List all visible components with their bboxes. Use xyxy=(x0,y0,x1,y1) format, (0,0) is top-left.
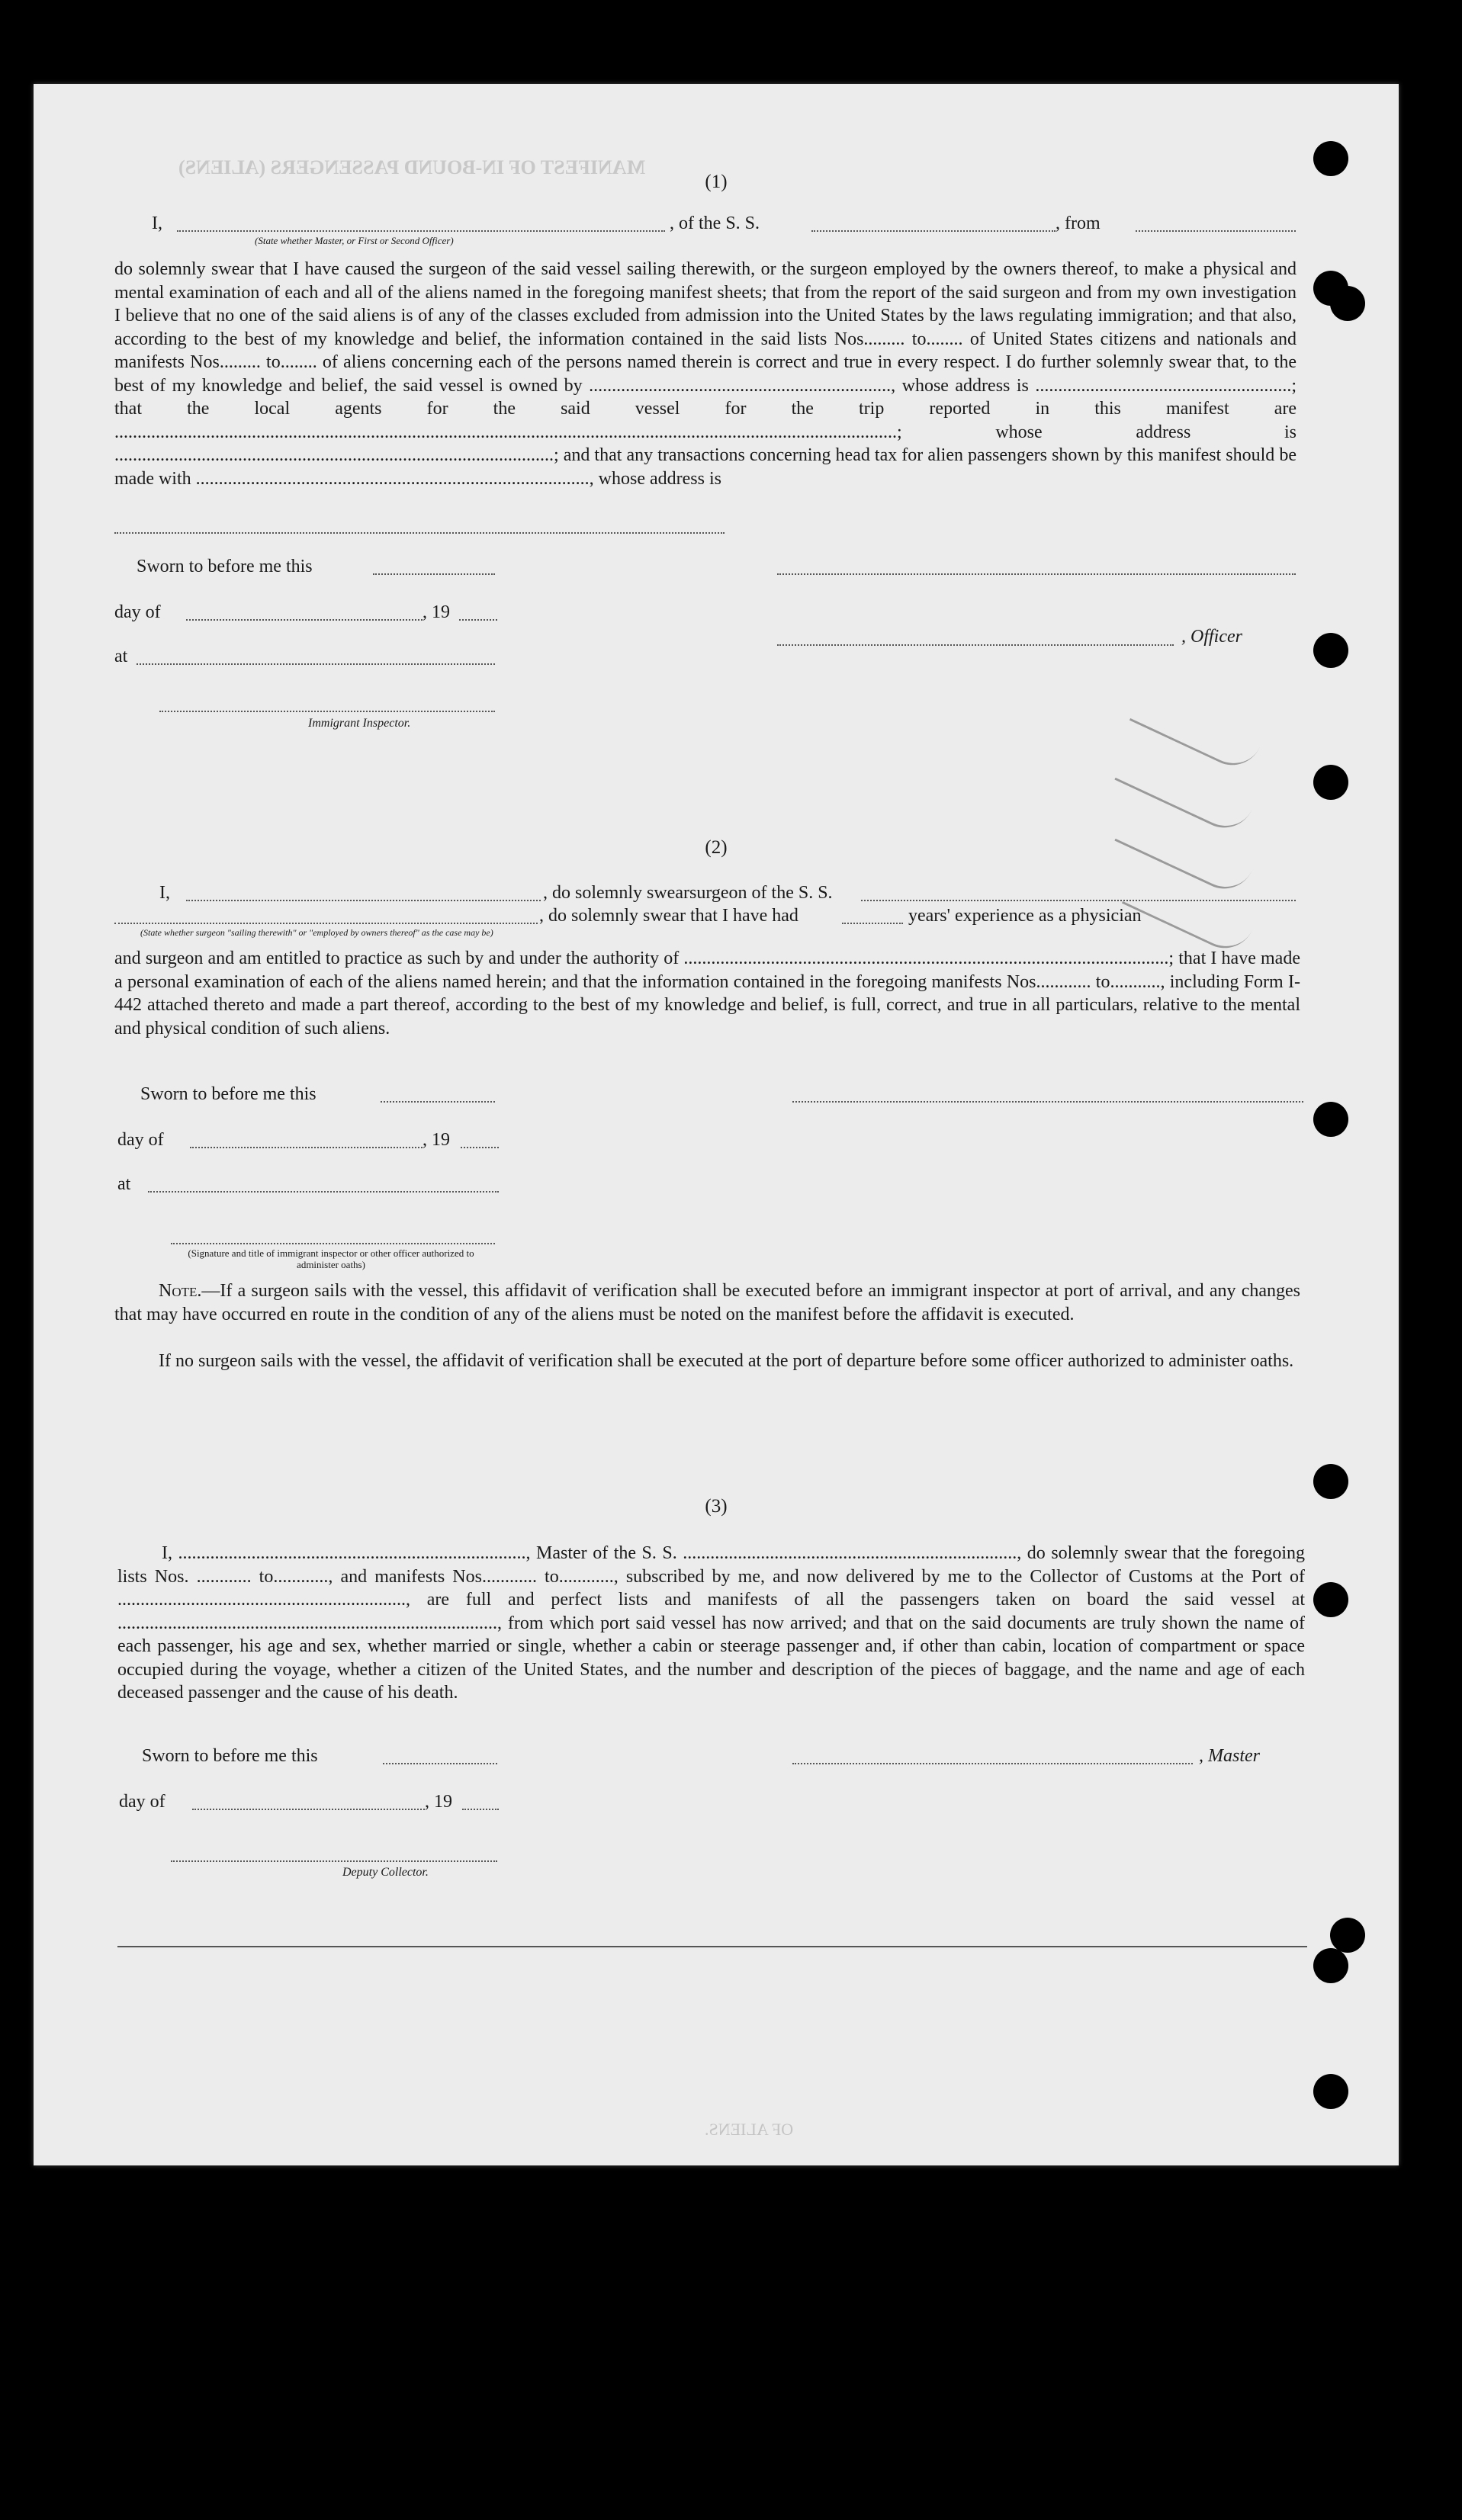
inspector-blank-2 xyxy=(171,1243,495,1244)
note-text: —If a surgeon sails with the vessel, this affidavit of verification shall be executed before an immigrant inspector at port of arrival, and any changes that may have occurred en route in the condition of any of the aliens must be noted on the manifest before the affidavit is executed. xyxy=(114,1281,1300,1324)
sworn-blank-1 xyxy=(373,573,495,575)
surgeon-name-blank xyxy=(186,900,541,901)
day-blank-1 xyxy=(186,619,423,621)
collector-blank xyxy=(171,1860,497,1862)
day-of-label-1: day of xyxy=(114,602,161,622)
inspector-blank xyxy=(159,711,495,712)
binder-hole xyxy=(1313,1102,1348,1137)
collector-caption: Deputy Collector. xyxy=(342,1866,429,1879)
section-2-note-2: If no surgeon sails with the vessel, the affidavit of verification shall be executed at the port of departure before some officer authorized to administer oaths. xyxy=(159,1351,1294,1371)
binder-hole xyxy=(1313,2074,1348,2109)
day-of-label-3: day of xyxy=(119,1792,165,1812)
year-blank-2 xyxy=(461,1147,499,1148)
signature-blank-1 xyxy=(777,573,1296,575)
sworn-blank-3 xyxy=(383,1763,497,1764)
section-3-body: I, ............................................................................, Master of the S. S. ........................................................................., do solemnly swear that the foregoing lists Nos. ............ to............, and manifests Nos............ to............, subscribed by me, and now delivered by me to the Collector of Customs at the Port of ..............................................................., are full and perfect lists and manifests of all the passengers taken on board the said vessel at ..................................................................................., from which port said vessel has now arrived; and that on the said documents are truly shown the name of each passenger, his age and sex, whether married or single, whether a cabin or steerage passenger and, if other than cabin, location of compartment or space occupied during the voyage, whether a citizen of the United States, and the number and description of the pieces of baggage, and the name and age of each deceased passenger and the cause of his death. xyxy=(117,1543,1305,1703)
section-1-number: (1) xyxy=(705,172,728,192)
binder-hole xyxy=(1330,286,1365,321)
from-label: , from xyxy=(1056,213,1101,233)
inspector-caption: Immigrant Inspector. xyxy=(308,717,411,730)
year-blank-3 xyxy=(462,1809,499,1810)
section-2-prefix: I, xyxy=(159,883,170,903)
from-blank xyxy=(1136,230,1296,232)
section-1-body: do solemnly swear that I have caused the surgeon of the said vessel sailing therewith, or the surgeon employed by the owners thereof, to make a physical and mental examination of each and all of the aliens named in the foregoing manifest sheets; that from the report of the said surgeon and from my own investigation I believe that no one of the said aliens is of any of the classes excluded from admission into the United States by the laws regulating immigration; and that also, according to the best of my knowledge and belief, the information contained in the said lists Nos......... to........ of United States citizens and nationals and manifests Nos......... to........ of aliens concerning each of the persons named therein is correct and true in every respect. I do further solemnly swear that, to the best of my knowledge and belief, the said vessel is owned by .................................................................., whose address is ........................................................; that the local agents for the said vessel for the trip reported in this manifest are ...........................................................................................................................................................................; whose address is ................................................................................................; and that any transactions concerning head tax for alien passengers shown by this manifest should be made with ......................................................................................, whose address is xyxy=(114,259,1297,489)
officer-label: , Officer xyxy=(1181,627,1242,647)
signature-blank-2 xyxy=(792,1101,1303,1103)
document-page xyxy=(34,84,1399,2165)
sworn-label-1: Sworn to before me this xyxy=(137,557,313,576)
sworn-label-2: Sworn to before me this xyxy=(140,1084,316,1104)
sworn-blank-2 xyxy=(381,1101,495,1103)
section-1-line-prefix: I, xyxy=(152,213,162,233)
address-blank xyxy=(114,532,725,534)
day-blank-3 xyxy=(192,1809,425,1810)
section-2-had: , do solemnly swear that I have had xyxy=(539,906,798,926)
day-of-label-2: day of xyxy=(117,1130,164,1150)
surgeon-type-blank xyxy=(114,923,538,924)
section-3-number: (3) xyxy=(705,1496,728,1517)
surgeon-vessel-blank xyxy=(861,900,1296,901)
binder-hole xyxy=(1313,765,1348,800)
section-2-years: years' experience as a physician xyxy=(908,906,1142,926)
section-2-surgeon: surgeon of the S. S. xyxy=(689,883,833,903)
signature-note: (Signature and title of immigrant inspector or other officer authorized to administer oaths) xyxy=(188,1247,474,1270)
at-blank-2 xyxy=(148,1191,499,1193)
section-2-hint: (State whether surgeon "sailing therewith" or "employed by owners thereof" as the case may be) xyxy=(140,927,493,938)
bleed-through-text: MANIFEST OF IN-BOUND PASSENGERS (ALIENS) xyxy=(178,156,646,178)
day-blank-2 xyxy=(190,1147,423,1148)
year-label-3: , 19 xyxy=(425,1792,452,1812)
binder-hole xyxy=(1313,1948,1348,1983)
section-2-note-1 xyxy=(114,1279,1300,1326)
section-2-number: (2) xyxy=(705,837,728,858)
section-1-hint: (State whether Master, or First or Second Officer) xyxy=(255,235,454,246)
binder-hole xyxy=(1330,1918,1365,1953)
sworn-label-3: Sworn to before me this xyxy=(142,1746,318,1766)
year-blank-1 xyxy=(459,619,497,621)
year-label-1: , 19 xyxy=(423,602,450,622)
at-blank-1 xyxy=(137,663,495,665)
binder-hole xyxy=(1313,633,1348,668)
bottom-rule xyxy=(117,1946,1307,1947)
bleed-through-footer: OF ALIENS. xyxy=(705,2120,794,2139)
at-label-2: at xyxy=(117,1174,131,1194)
note-label: Note. xyxy=(159,1281,202,1301)
master-blank xyxy=(792,1763,1193,1764)
master-label: , Master xyxy=(1199,1746,1260,1766)
vessel-label: , of the S. S. xyxy=(670,213,760,233)
name-blank xyxy=(177,230,665,232)
officer-blank xyxy=(777,644,1174,646)
years-blank xyxy=(842,923,903,924)
year-label-2: , 19 xyxy=(423,1130,450,1150)
binder-hole xyxy=(1313,1582,1348,1617)
vessel-blank xyxy=(811,230,1056,232)
section-2-swear: , do solemnly swear xyxy=(543,883,689,903)
binder-hole xyxy=(1313,1464,1348,1499)
at-label-1: at xyxy=(114,647,128,666)
section-2-body: and surgeon and am entitled to practice as such by and under the authority of ..........................................................................................................; that I have made a personal examination of each of the aliens named herein; and that the information contained in the foregoing manifests Nos............ to..........., including Form I-442 attached thereto and made a part thereof, according to the best of my knowledge and belief, is full, correct, and true in all particulars, relative to the mental and physical condition of such aliens. xyxy=(114,949,1300,1038)
